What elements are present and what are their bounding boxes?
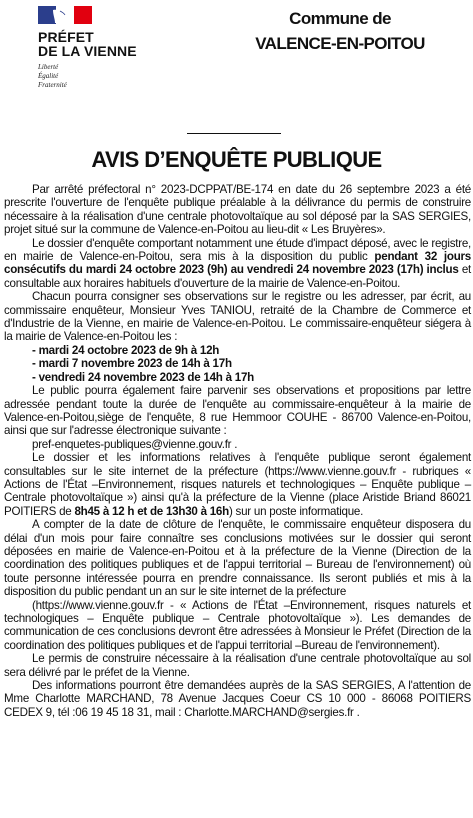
marianne-flag-icon [38, 6, 92, 24]
motto-liberte: Liberté [38, 63, 59, 71]
title-divider [187, 133, 281, 134]
paragraph-cloture: A compter de la date de clôture de l'enquête, le commissaire enquêteur disposera du délai d'un mois pour faire connaître ses conclusions motivées sur le dossier qui seront déposées en mairie de Valence-en-Poitou et à la préfecture de la Vienne (Direction de la coordination des politiques publiques et de l'appui territorial – Bureau de l'environnement) où toute personne intéressée pourra en prendre connaissance. Ils seront publiés et mis à la disposition du public pendant un an sur le site internet de la préfecture [4, 518, 471, 599]
paragraph-dossier: Le dossier d'enquête comportant notamment une étude d'impact déposé, avec le registre, en mairie de Valence-en-Poitou, sera mis à la disposition du public pendant 32 jours consécutifs du mardi 24 octobre 2023 (9h) au vendredi 24 novembre 2023 (17h) inclus et consultable aux horaires habituels d'ouverture de la mairie de Valence-en-Poitou. [4, 236, 471, 290]
logo-title [38, 30, 138, 58]
paragraph-publication: (https://www.vienne.gouv.fr - « Actions de l'État –Environnement, risques naturels et technologiques – Enquête publique – Centrale photovoltaïque »). Les demandes de communication de ces conclusions devront être adressées à Monsieur le Préfet (Direction de la coordination des politiques publiques et de l'appui territorial –Bureau de l'environnement). [4, 598, 471, 652]
motto-fraternite: Fraternité [38, 81, 67, 89]
paragraph-consultation: Le dossier et les informations relatives à l'enquête publique seront également consultables sur le site internet de la préfecture (https://www.vienne.gouv.fr - rubriques « Actions de l'État –Environnement, risques naturels et technologiques – Enquête publique – Centrale photovoltaïque ») ainsi qu'à la préfecture de la Vienne (place Aristide Briand 86021 POITIERS de 8h45 à 12 h et de 13h30 à 16h) sur un poste informatique. [4, 451, 471, 518]
commune-name: VALENCE-EN-POITOU [255, 34, 425, 53]
permanence-date: - vendredi 24 novembre 2023 de 14h à 17h [32, 370, 254, 384]
permanence-date: - mardi 24 octobre 2023 de 9h à 12h [32, 343, 220, 357]
contact-email[interactable]: pref-enquetes-publiques@vienne.gouv.fr . [32, 437, 238, 451]
notice-title: AVIS D’ENQUÊTE PUBLIQUE [91, 147, 382, 172]
logo-title-line2: DE LA VIENNE [38, 43, 137, 59]
permanence-date: - mardi 7 novembre 2023 de 14h à 17h [32, 357, 232, 371]
commune-line1: Commune de [289, 9, 391, 28]
logo-motto [38, 63, 138, 90]
logo-title-line1: PRÉFET [38, 29, 94, 45]
paragraph-arrete: Par arrêté préfectoral n° 2023-DCPPAT/BE-174 en date du 26 septembre 2023 a été prescrite l'ouverture de l'enquête publique préalable à la délivrance du permis de construire nécessaire à la réalisation d'une centrale photovoltaïque au sol déposé par la SAS SERGIES, projet situé sur la commune de Valence-en-Poitou au lieu-dit « Les Bruyères». [4, 183, 471, 237]
notice-body [4, 183, 471, 719]
paragraph-permis: Le permis de construire nécessaire à la réalisation d'une centrale photovoltaïque au sol sera délivré par le préfet de la Vienne. [4, 652, 471, 679]
enquete-period: pendant 32 jours consécutifs du mardi 24 octobre 2023 (9h) au vendredi 24 novembre 2023 (17h) inclus [4, 250, 471, 277]
paragraph-observations: Chacun pourra consigner ses observations sur le registre ou les adresser, par écrit, au commissaire enquêteur, Monsieur Yves TANIOU, retraité de la Chambre de Commerce et d'Industrie de la Vienne, en mairie de Valence-en-Poitou. Le commissaire-enquêteur siégera à la mairie de Valence-en-Poitou les : [4, 290, 471, 344]
prefecture-hours: 8h45 à 12 h et de 13h30 à 16h [74, 504, 229, 518]
paragraph-courrier: Le public pourra également faire parvenir ses observations et propositions par lettre adressée pendant toute la durée de l'enquête au commissaire-enquêteur à la mairie de Valence-en-Poitou,siège de l'enquête, 8 rue Hemmoor COUHE - 86700 Valence-en-Poitou, ainsi que sur l'adresse électronique suivante : [4, 384, 471, 438]
prefet-logo [38, 6, 138, 90]
commune-header [210, 6, 470, 56]
paragraph-contact: Des informations pourront être demandées auprès de la SAS SERGIES, A l'attention de Mme Charlotte MARCHAND, 78 Avenue Jacques Coeur CS 10 000 - 86068 POITIERS CEDEX 9, tél :06 19 45 18 31, mail : Charlotte.MARCHAND@sergies.fr . [4, 679, 471, 719]
motto-egalite: Égalité [38, 72, 59, 80]
